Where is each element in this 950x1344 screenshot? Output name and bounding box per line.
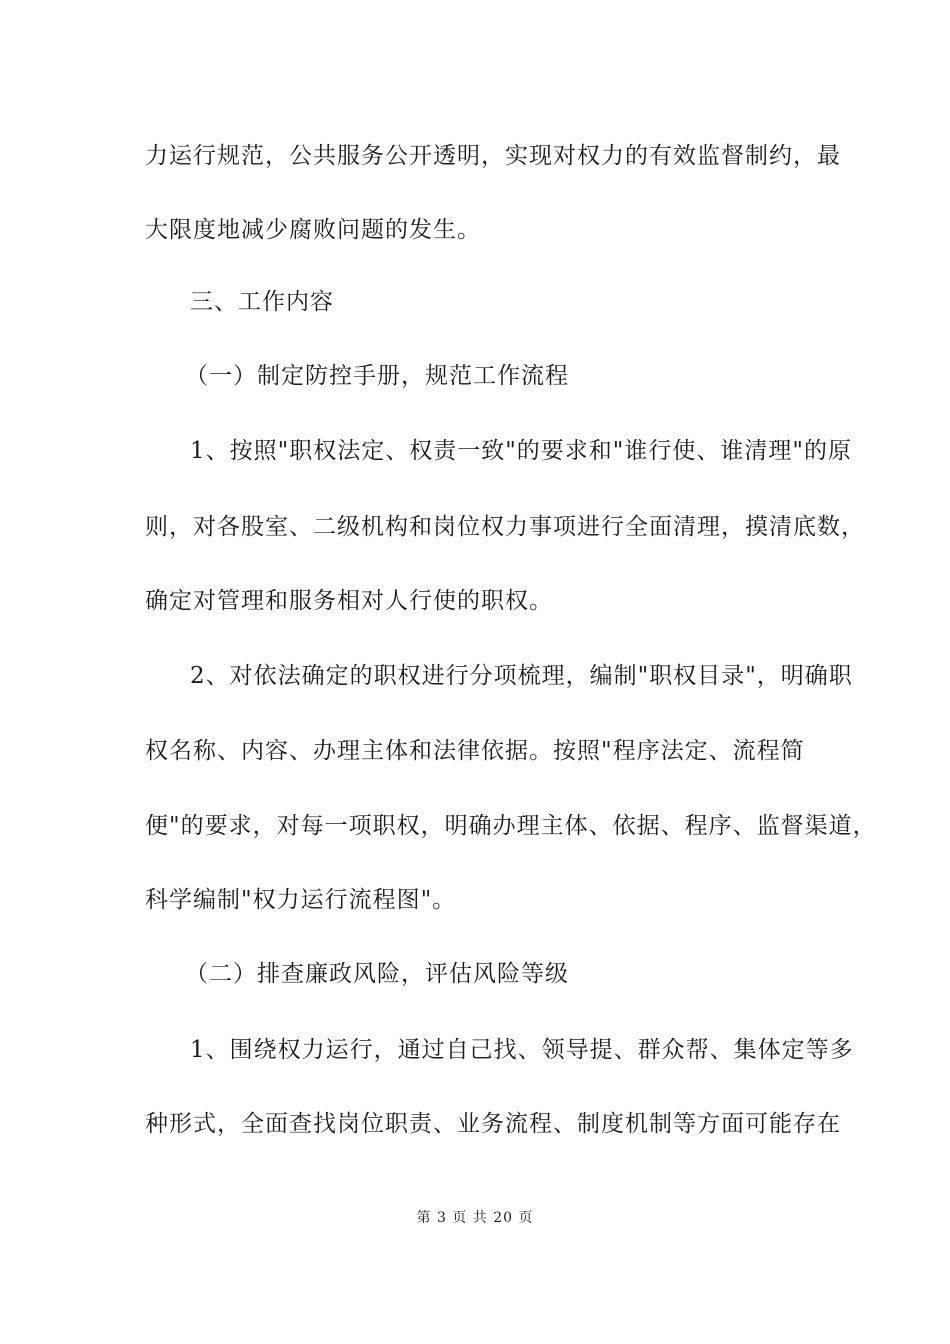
body-text-line: 1、围绕权力运行，通过自己找、领导提、群众帮、集体定等多 bbox=[190, 1037, 854, 1063]
subsection-heading: （一）制定防控手册，规范工作流程 bbox=[185, 363, 569, 389]
body-text-line: 1、按照"职权法定、权责一致"的要求和"谁行使、谁清理"的原 bbox=[190, 438, 852, 464]
page-footer: 第 3 页 共 20 页 bbox=[416, 1210, 534, 1226]
body-text-line: 确定对管理和服务相对人行使的职权。 bbox=[145, 588, 553, 614]
body-text-line: 则，对各股室、二级机构和岗位权力事项进行全面清理，摸清底数， bbox=[145, 514, 865, 540]
body-text-line: 种形式，全面查找岗位职责、业务流程、制度机制等方面可能存在 bbox=[145, 1111, 841, 1137]
body-text-line: 2、对依法确定的职权进行分项梳理，编制"职权目录"，明确职 bbox=[190, 663, 853, 689]
body-text-line: 科学编制"权力运行流程图"。 bbox=[145, 887, 457, 913]
body-text-line: 便"的要求，对每一项职权，明确办理主体、依据、程序、监督渠道， bbox=[145, 813, 877, 839]
body-text-line: 权名称、内容、办理主体和法律依据。按照"程序法定、流程简 bbox=[145, 738, 805, 764]
subsection-heading: （二）排查廉政风险，评估风险等级 bbox=[185, 961, 569, 987]
body-text-line: 力运行规范，公共服务公开透明，实现对权力的有效监督制约，最 bbox=[145, 143, 841, 169]
body-text-line: 大限度地减少腐败问题的发生。 bbox=[145, 217, 481, 243]
section-heading: 三、工作内容 bbox=[190, 289, 334, 315]
